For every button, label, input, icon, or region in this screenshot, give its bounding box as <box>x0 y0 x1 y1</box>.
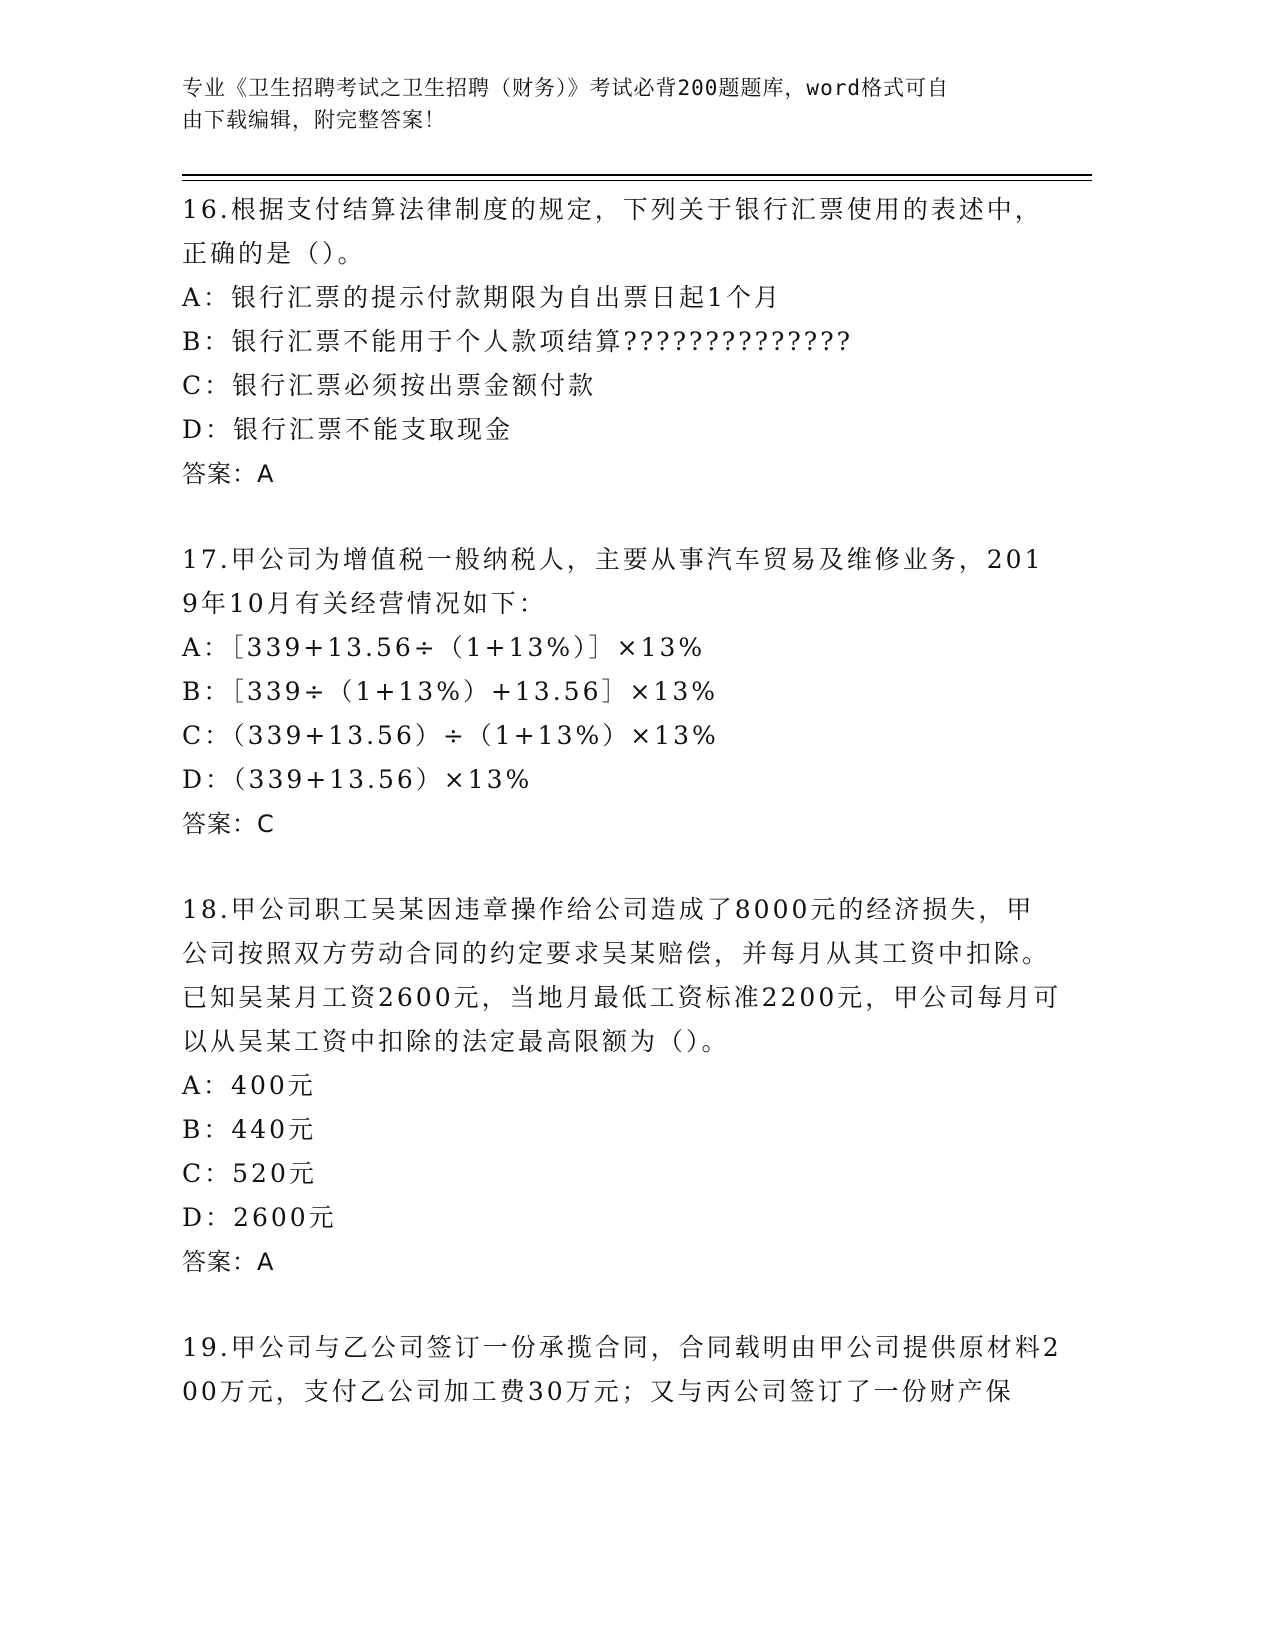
question-18 <box>182 888 1062 1284</box>
option-b: B：［339÷（1+13%）+13.56］×13% <box>182 677 718 706</box>
option-c: C：银行汇票必须按出票金额付款 <box>182 371 597 400</box>
answer-line: 答案：A <box>182 1248 275 1276</box>
header-line-2: 由下载编辑，附完整答案！ <box>182 108 446 132</box>
option-d: D：银行汇票不能支取现金 <box>182 415 514 444</box>
question-stem: 19.甲公司与乙公司签订一份承揽合同，合同载明由甲公司提供原材料200万元，支付乙公司加工费30万元；又与丙公司签订了一份财产保 <box>182 1333 1062 1406</box>
option-a: A：银行汇票的提示付款期限为自出票日起1个月 <box>182 283 782 312</box>
option-c: C：（339+13.56）÷（1+13%）×13% <box>182 721 719 750</box>
question-list <box>182 188 1062 1456</box>
answer-line: 答案：C <box>182 810 275 838</box>
option-d: D：2600元 <box>182 1203 337 1232</box>
question-stem: 16.根据支付结算法律制度的规定，下列关于银行汇票使用的表述中，正确的是（）。 <box>182 195 1043 268</box>
header-line-1: 专业《卫生招聘考试之卫生招聘（财务）》考试必背200题题库，word格式可自 <box>182 76 949 100</box>
option-c: C：520元 <box>182 1159 317 1188</box>
option-b: B：440元 <box>182 1115 317 1144</box>
question-17 <box>182 538 1062 846</box>
question-stem: 17.甲公司为增值税一般纳税人，主要从事汽车贸易及维修业务，2019年10月有关经营情况如下： <box>182 545 1044 618</box>
question-stem: 18.甲公司职工吴某因违章操作给公司造成了8000元的经济损失，甲公司按照双方劳动合同的约定要求吴某赔偿，并每月从其工资中扣除。已知吴某月工资2600元，当地月最低工资标准2200元，甲公司每月可以从吴某工资中扣除的法定最高限额为（）。 <box>182 895 1062 1056</box>
option-d: D：（339+13.56）×13% <box>182 765 533 794</box>
question-19 <box>182 1326 1062 1414</box>
header-divider-thin <box>182 180 1092 181</box>
option-a: A：［339+13.56÷（1+13%）］×13% <box>182 633 706 662</box>
option-a: A：400元 <box>182 1071 316 1100</box>
document-header <box>182 72 1062 136</box>
question-16 <box>182 188 1062 496</box>
answer-line: 答案：A <box>182 460 275 488</box>
header-divider-thick <box>182 174 1092 176</box>
option-b: B：银行汇票不能用于个人款项结算?????????????? <box>182 327 854 356</box>
